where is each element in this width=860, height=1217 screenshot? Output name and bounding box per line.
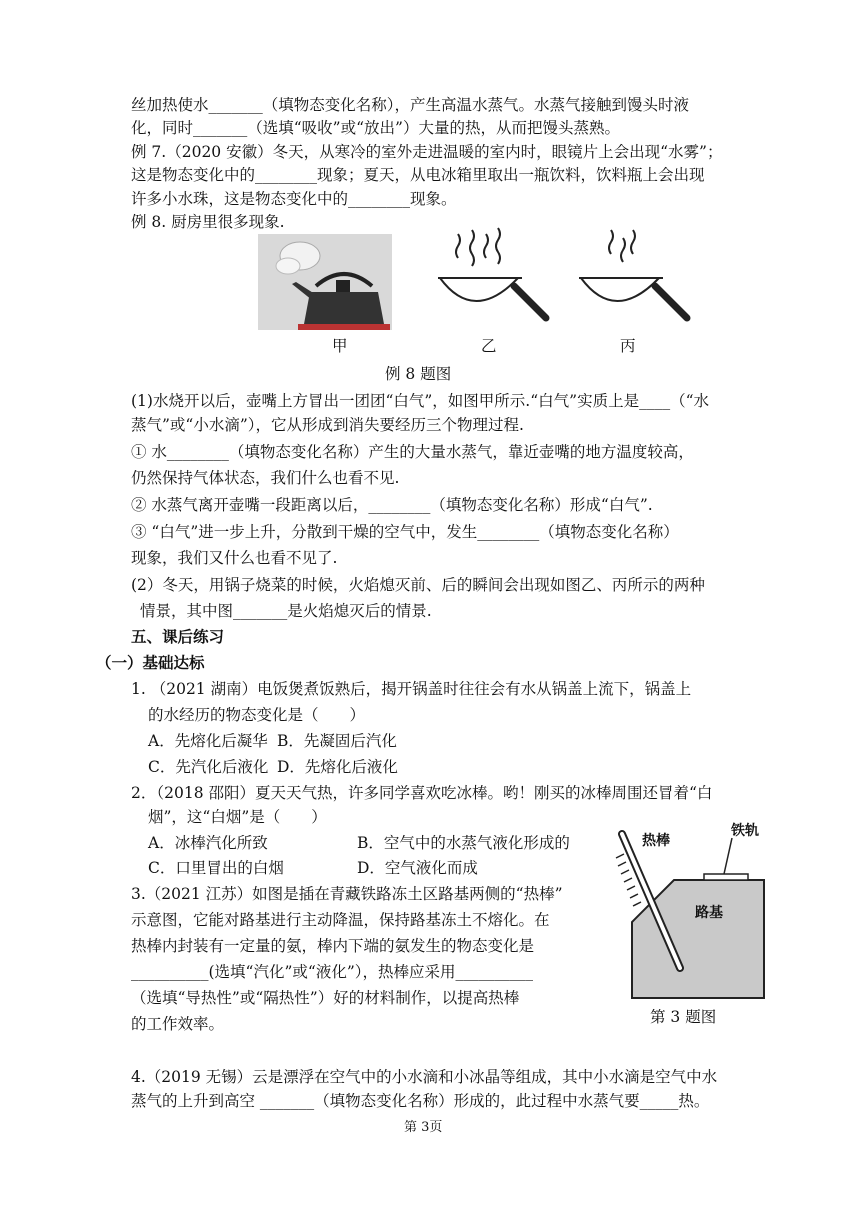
- text-line: 化，同时_______（选填“吸收”或“放出”）大量的热，从而把馒头蒸熟。: [131, 119, 620, 137]
- question-line: 3.（2021 江苏）如图是插在青藏铁路冻土区路基两侧的“热棒”: [131, 885, 563, 903]
- label-bing: 丙: [620, 337, 636, 355]
- text-line: 蒸气”或“小水滴”），它从形成到消失要经历三个物理过程.: [131, 416, 524, 434]
- question-line: 的工作效率。: [131, 1015, 225, 1033]
- text-line: 仍然保持气体状态，我们什么也看不见.: [131, 469, 400, 487]
- base-label: 路基: [695, 905, 723, 921]
- figure-caption: 第 3 题图: [650, 1008, 717, 1026]
- question-line: 烟”，这“白烟”是（ ）: [148, 808, 327, 826]
- question-line: （选填“导热性”或“隔热性”）好的材料制作，以提高热棒: [131, 989, 520, 1007]
- text-line: ③ “白气”进一步上升，分散到干燥的空气中，发生________（填物态变化名称）: [131, 523, 679, 541]
- text-line: ① 水________（填物态变化名称）产生的大量水蒸气，靠近壶嘴的地方温度较高，: [131, 443, 694, 461]
- page-number: 第 3页: [404, 1120, 443, 1135]
- text-line: ② 水蒸气离开壶嘴一段距离以后，________（填物态变化名称）形成“白气”.: [131, 496, 653, 514]
- text-line: 情景，其中图_______是火焰熄灭后的情景.: [140, 602, 432, 620]
- text-line: 丝加热使水_______（填物态变化名称），产生高温水蒸气。水蒸气接触到馒头时液: [131, 96, 690, 114]
- text-line: 这是物态变化中的________现象；夏天，从电冰箱里取出一瓶饮料，饮料瓶上会出现: [131, 166, 705, 184]
- question-line: 1. （2021 湖南）电饭煲煮饭熟后，揭开锅盖时往往会有水从锅盖上流下，锅盖上: [131, 680, 692, 698]
- option: D．空气液化而成: [357, 859, 478, 877]
- question-line: 2．（2018 邵阳）夏天天气热，许多同学喜欢吃冰棒。哟！刚买的冰棒周围还冒着“白: [131, 784, 713, 802]
- question-line: 示意图，它能对路基进行主动降温，保持路基冻土不熔化。在: [131, 911, 550, 929]
- question-line: 蒸气的上升到高空 _______（填物态变化名称）形成的，此过程中水蒸气要_____热。: [131, 1092, 710, 1110]
- kettle-figure: [258, 234, 392, 330]
- option: B．先凝固后汽化: [277, 732, 397, 750]
- section-heading: 五、课后练习: [131, 627, 225, 646]
- label-jia: 甲: [332, 337, 348, 355]
- option: C．口里冒出的白烟: [148, 859, 284, 877]
- option: B．空气中的水蒸气液化形成的: [357, 834, 570, 852]
- label-yi: 乙: [481, 337, 497, 355]
- text-line: 例 7.（2020 安徽）冬天，从寒冷的室外走进温暖的室内时，眼镜片上会出现“水雾”；: [131, 143, 723, 161]
- question-line: 的水经历的物态变化是（ ）: [148, 706, 366, 724]
- question-line: __________(选填“汽化”或“液化”），热棒应采用__________: [131, 963, 533, 981]
- option: A．冰棒汽化所致: [148, 834, 268, 852]
- text-line: 许多小水珠，这是物态变化中的________现象。: [131, 190, 457, 208]
- option: D．先熔化后液化: [277, 758, 398, 776]
- option: C．先汽化后液化: [148, 758, 269, 776]
- question-line: 4.（2019 无锡）云是漂浮在空气中的小水滴和小冰晶等组成，其中小水滴是空气中水: [131, 1068, 718, 1086]
- text-line: 例 8. 厨房里很多现象.: [131, 213, 285, 231]
- rail-label: 铁轨: [731, 823, 759, 839]
- pot-figure-bing: [577, 226, 691, 324]
- question-line: 热棒内封装有一定量的氨，棒内下端的氨发生的物态变化是: [131, 937, 535, 955]
- text-line: (1)水烧开以后，壶嘴上方冒出一团团“白气”，如图甲所示.“白气”实质上是____（“水: [131, 392, 710, 410]
- rod-label: 热棒: [642, 833, 670, 849]
- text-line: (2）冬天，用锅子烧菜的时候，火焰熄灭前、后的瞬间会出现如图乙、丙所示的两种: [131, 576, 705, 594]
- pot-figure-yi: [436, 226, 550, 324]
- figure-caption: 例 8 题图: [385, 365, 452, 383]
- text-line: 现象，我们又什么也看不见了.: [131, 549, 338, 567]
- subsection-heading: （一）基础达标: [96, 653, 205, 672]
- option: A．先熔化后凝华: [148, 732, 268, 750]
